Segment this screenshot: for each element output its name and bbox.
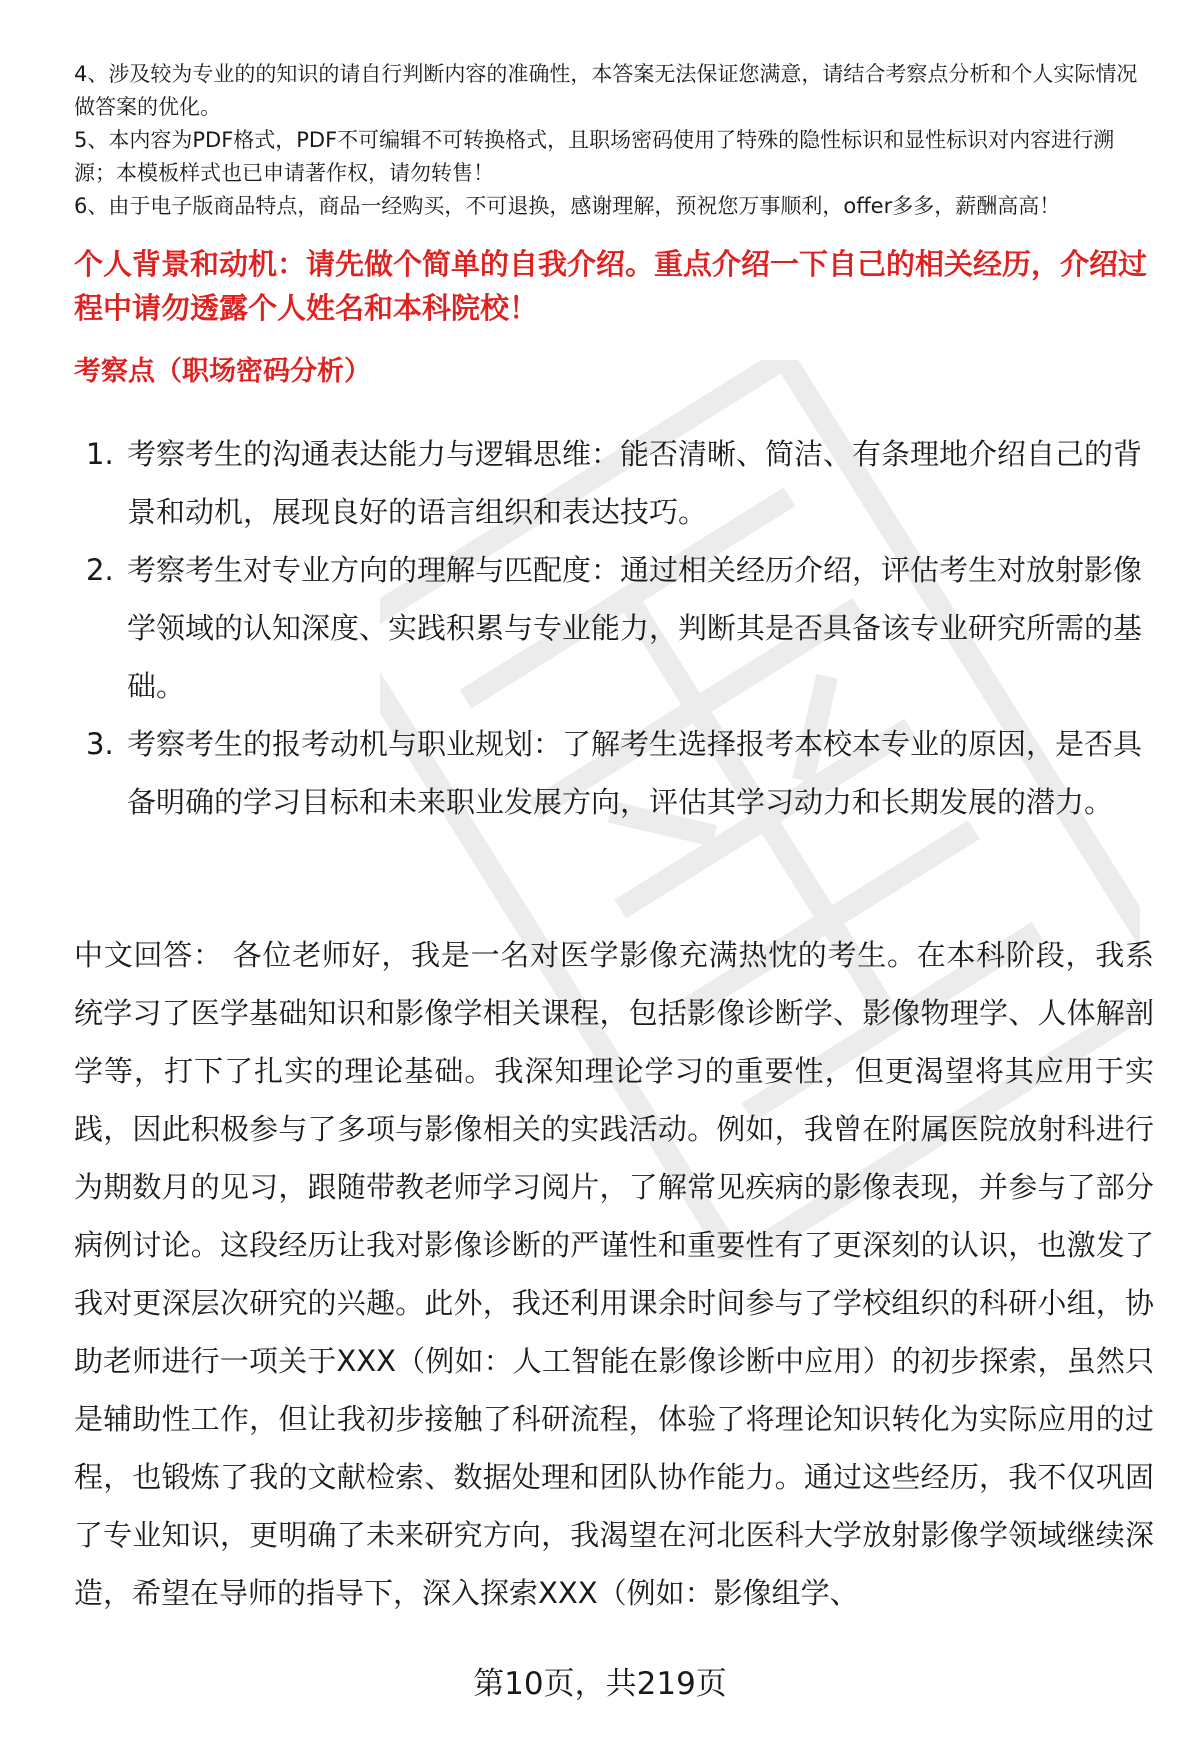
list-item-number: 2. — [86, 553, 114, 587]
notes-list — [74, 58, 1154, 223]
list-item-number: 3. — [86, 727, 114, 761]
list-item-text: 考察考生的报考动机与职业规划：了解考生选择报考本校本专业的原因，是否具备明确的学习目标和未来职业发展方向，评估其学习动力和长期发展的潜力。 — [127, 727, 1143, 819]
note-item: 5、本内容为PDF格式，PDF不可编辑不可转换格式，且职场密码使用了特殊的隐性标识和显性标识对内容进行溯源；本模板样式也已申请著作权，请勿转售！ — [74, 128, 1115, 185]
question-heading: 个人背景和动机：请先做个简单的自我介绍。重点介绍一下自己的相关经历，介绍过程中请勿透露个人姓名和本科院校！ — [74, 247, 1148, 325]
list-item — [74, 715, 1154, 831]
list-item — [74, 425, 1154, 541]
list-item — [74, 541, 1154, 715]
list-item-text: 考察考生的沟通表达能力与逻辑思维：能否清晰、简洁、有条理地介绍自己的背景和动机，展现良好的语言组织和表达技巧。 — [127, 437, 1143, 529]
page-number: 第10页，共219页 — [473, 1666, 727, 1702]
answer-paragraph: 中文回答： 各位老师好，我是一名对医学影像充满热忱的考生。在本科阶段，我系统学习了医学基础知识和影像学相关课程，包括影像诊断学、影像物理学、人体解剖学等，打下了扎实的理论基础。我深知理论学习的重要性，但更渴望将其应用于实践，因此积极参与了多项与影像相关的实践活动。例如，我曾在附属医院放射科进行为期数月的见习，跟随带教老师学习阅片，了解常见疾病的影像表现，并参与了部分病例讨论。这段经历让我对影像诊断的严谨性和重要性有了更深刻的认识，也激发了我对更深层次研究的兴趣。此外，我还利用课余时间参与了学校组织的科研小组，协助老师进行一项关于XXX（例如：人工智能在影像诊断中应用）的初步探索，虽然只是辅助性工作，但让我初步接触了科研流程，体验了将理论知识转化为实际应用的过程，也锻炼了我的文献检索、数据处理和团队协作能力。通过这些经历，我不仅巩固了专业知识，更明确了未来研究方向，我渴望在河北医科大学放射影像学领域继续深造，希望在导师的指导下，深入探索XXX（例如：影像组学、 — [74, 938, 1154, 1610]
list-item-number: 1. — [86, 437, 114, 471]
points-list — [74, 425, 1154, 831]
points-heading: 考察点（职场密码分析） — [74, 356, 371, 387]
list-item-text: 考察考生对专业方向的理解与匹配度：通过相关经历介绍，评估考生对放射影像学领域的认知深度、实践积累与专业能力，判断其是否具备该专业研究所需的基础。 — [127, 553, 1143, 703]
note-item: 6、由于电子版商品特点，商品一经购买，不可退换，感谢理解，预祝您万事顺利，offer多多，薪酬高高！ — [74, 194, 1061, 218]
note-item: 4、涉及较为专业的的知识的请自行判断内容的准确性，本答案无法保证您满意，请结合考察点分析和个人实际情况做答案的优化。 — [74, 62, 1138, 119]
